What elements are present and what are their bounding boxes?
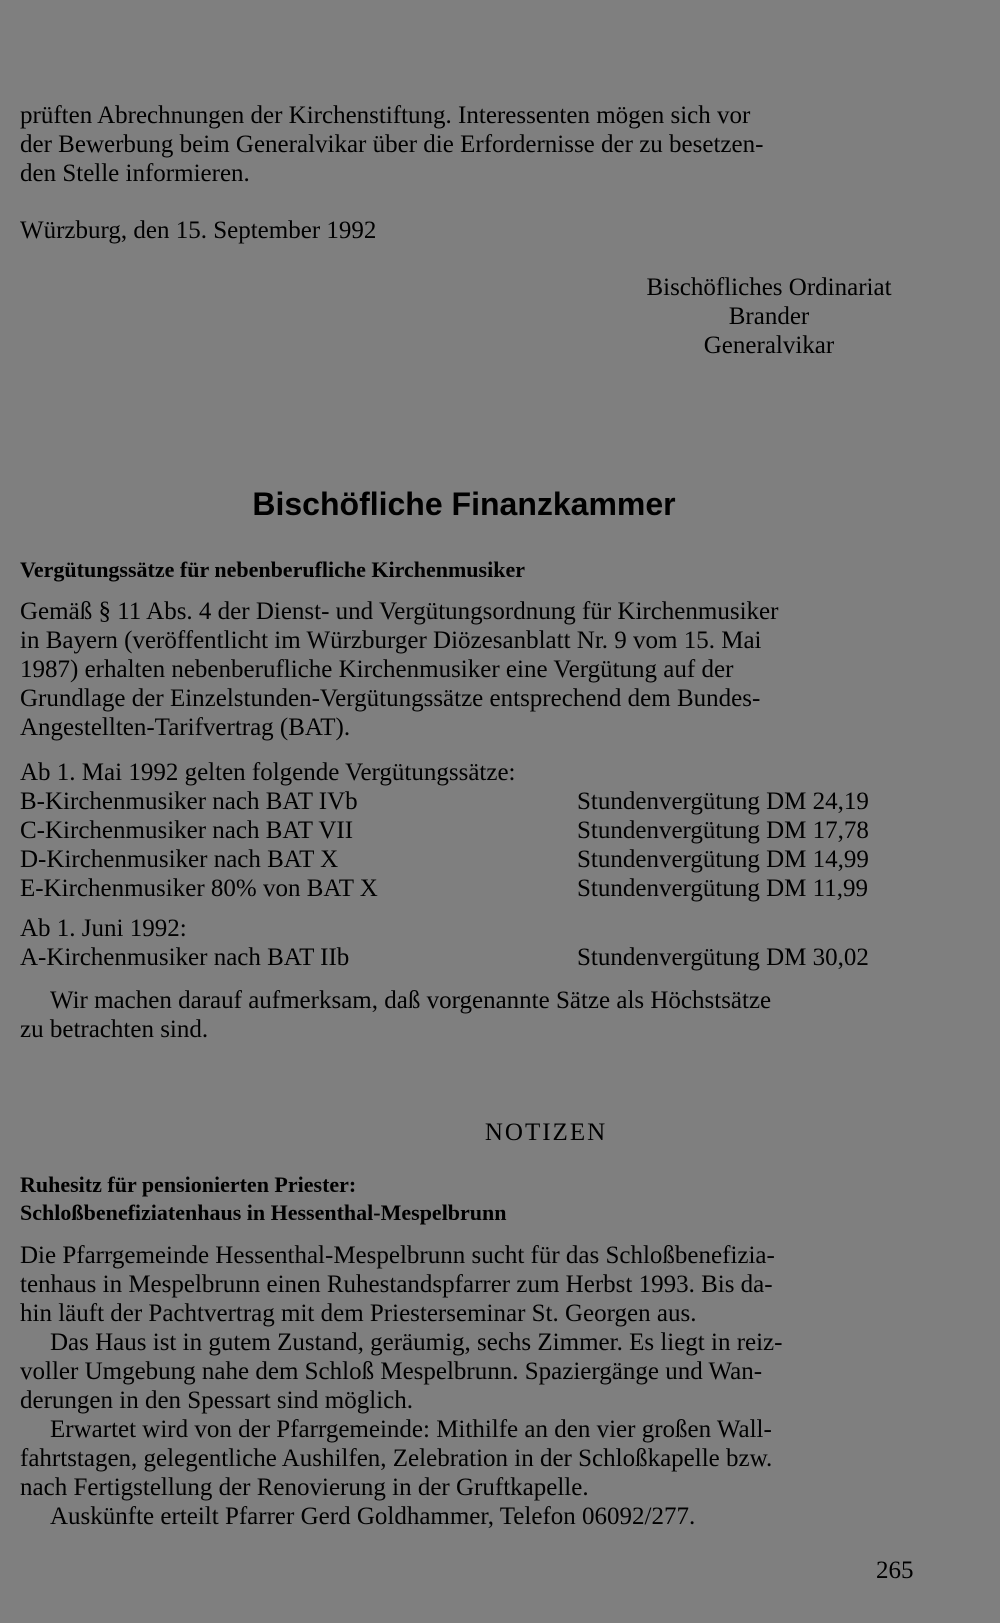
text-line: Auskünfte erteilt Pfarrer Gerd Goldhammer, Telefon 06092/277. bbox=[50, 1503, 696, 1530]
signature-office: Bischöfliches Ordinariat bbox=[646, 274, 892, 301]
text-line: nach Fertigstellung der Renovierung in der Gruftkapelle. bbox=[20, 1474, 589, 1501]
rates-heading bbox=[20, 758, 920, 787]
rate-value: Stundenvergütung DM 17,78 bbox=[577, 817, 869, 844]
rate-category: A-Kirchenmusiker nach BAT IIb bbox=[20, 944, 350, 971]
rate-value: Stundenvergütung DM 24,19 bbox=[577, 788, 869, 815]
text-line: Die Pfarrgemeinde Hessenthal-Mespelbrunn sucht für das Schloßbenefizia- bbox=[20, 1242, 775, 1269]
notizen-title: NOTIZEN bbox=[484, 1119, 608, 1146]
text-line: Angestellten-Tarifvertrag (BAT). bbox=[20, 714, 351, 741]
rate-row bbox=[20, 845, 920, 874]
text-line: voller Umgebung nahe dem Schloß Mespelbrunn. Spaziergänge und Wan- bbox=[20, 1358, 763, 1385]
rate-row bbox=[20, 787, 920, 816]
text-line: derungen in den Spessart sind möglich. bbox=[20, 1387, 413, 1414]
signature-name: Brander bbox=[728, 303, 810, 330]
section-title: Bischöfliche Finanzkammer bbox=[252, 486, 676, 522]
rate-category: B-Kirchenmusiker nach BAT IVb bbox=[20, 788, 358, 815]
signature-title: Generalvikar bbox=[703, 332, 835, 359]
text-line: tenhaus in Mespelbrunn einen Ruhestandspfarrer zum Herbst 1993. Bis da- bbox=[20, 1271, 773, 1298]
text-line: in Bayern (veröffentlicht im Würzburger Diözesanblatt Nr. 9 vom 15. Mai bbox=[20, 627, 762, 654]
rate-row bbox=[20, 816, 920, 845]
text-line: Grundlage der Einzelstunden-Vergütungssätze entsprechend dem Bundes- bbox=[20, 685, 761, 712]
text-line: hin läuft der Pachtvertrag mit dem Priesterseminar St. Georgen aus. bbox=[20, 1300, 697, 1327]
notizen-body bbox=[20, 1241, 916, 1531]
rates-heading-text: Ab 1. Juni 1992: bbox=[20, 915, 187, 942]
rates-heading bbox=[20, 914, 920, 943]
rate-category: D-Kirchenmusiker nach BAT X bbox=[20, 846, 339, 873]
rate-row bbox=[20, 943, 920, 972]
notizen-heading bbox=[20, 1171, 916, 1227]
text-line: der Bewerbung beim Generalvikar über die Erfordernisse der zu besetzen- bbox=[20, 131, 764, 158]
top-paragraph bbox=[20, 101, 916, 188]
page-number: 265 bbox=[876, 1557, 914, 1584]
text-line: 1987) erhalten nebenberufliche Kirchenmusiker eine Vergütung auf der bbox=[20, 656, 734, 683]
rate-value: Stundenvergütung DM 11,99 bbox=[577, 875, 868, 902]
rate-value: Stundenvergütung DM 30,02 bbox=[577, 944, 869, 971]
rates-heading-text: Ab 1. Mai 1992 gelten folgende Vergütungssätze: bbox=[20, 759, 516, 786]
verguetung-heading: Vergütungssätze für nebenberufliche Kirchenmusiker bbox=[20, 557, 525, 582]
text-line: Das Haus ist in gutem Zustand, geräumig, sechs Zimmer. Es liegt in reiz- bbox=[50, 1329, 783, 1356]
verguetung-note bbox=[20, 986, 916, 1044]
notizen-heading-line: Ruhesitz für pensionierten Priester: bbox=[20, 1172, 357, 1197]
rates-block-1 bbox=[20, 758, 920, 903]
text-line: zu betrachten sind. bbox=[20, 1016, 209, 1043]
rate-category: C-Kirchenmusiker nach BAT VII bbox=[20, 817, 354, 844]
text-line: fahrtstagen, gelegentliche Aushilfen, Zelebration in der Schloßkapelle bzw. bbox=[20, 1445, 773, 1472]
text-line: den Stelle informieren. bbox=[20, 160, 250, 187]
text-line: Gemäß § 11 Abs. 4 der Dienst- und Vergütungsordnung für Kirchenmusiker bbox=[20, 598, 779, 625]
notizen-heading-line: Schloßbenefiziatenhaus in Hessenthal-Mespelbrunn bbox=[20, 1200, 507, 1225]
signature-block bbox=[560, 273, 978, 360]
verguetung-intro bbox=[20, 597, 916, 742]
text-line: prüften Abrechnungen der Kirchenstiftung. Interessenten mögen sich vor bbox=[20, 102, 751, 129]
rate-category: E-Kirchenmusiker 80% von BAT X bbox=[20, 875, 378, 902]
place-date: Würzburg, den 15. September 1992 bbox=[20, 217, 377, 244]
rates-block-2 bbox=[20, 914, 920, 972]
text-line: Erwartet wird von der Pfarrgemeinde: Mithilfe an den vier großen Wall- bbox=[50, 1416, 772, 1443]
text-line: Wir machen darauf aufmerksam, daß vorgenannte Sätze als Höchstsätze bbox=[50, 987, 772, 1014]
rate-row bbox=[20, 874, 920, 903]
rate-value: Stundenvergütung DM 14,99 bbox=[577, 846, 869, 873]
